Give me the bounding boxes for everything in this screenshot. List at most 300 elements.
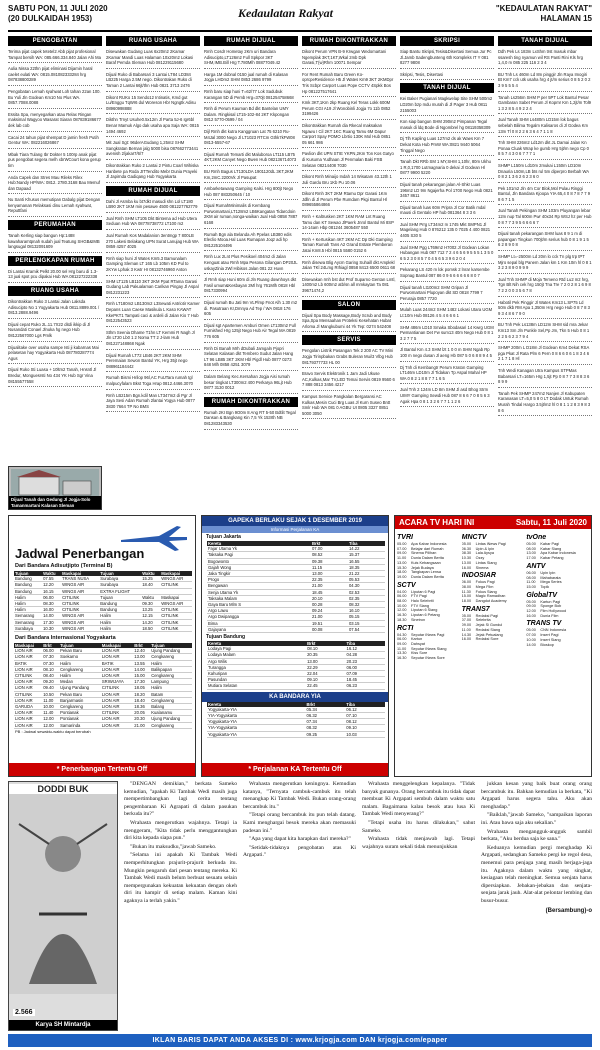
classified-ad: BU Rmh Bagus LT130LDA 1901120dL 3KT,2KM Km,2mC.2200Vk Jl Pasupat xyxy=(204,169,298,183)
table-cell: 09.10 xyxy=(345,725,385,731)
classified-ad: Disewakan Gudang Luas 6x20m2 2Kamar 2Kamar Mandi Luas Halaman 10x20m2 Lokasi Baraf Pemda Sleman Hub 081229115680 xyxy=(106,49,200,69)
program-time: 09.00 xyxy=(397,641,407,646)
comic-title: DODDI BUK xyxy=(9,784,117,794)
table-cell: 18.40 xyxy=(141,582,160,588)
classified-ad: Dijual Rumah LT72 LB46 2KT 2KM SHM Peremaian Sewon Bantul YK, Hrg 35jt nego 088961184442 xyxy=(106,353,200,373)
table-cell: Medan xyxy=(59,679,101,685)
program-time: 07.00 xyxy=(526,633,536,638)
story-column-3 xyxy=(362,781,475,852)
classified-ad: Tanah Pek SHMP 247m2 Nanjen Jl Kabupaten Karanasan LT=5,0 5 8 0 LT Dodak Untuk Rumah Murah Tindal Hargo 3.5jt/m2 hl 0 8 1 1 2 8 3 9 8 3 8 6 xyxy=(498,391,592,416)
table-cell: Yogyakarta-YIA xyxy=(207,731,306,737)
category-heading: TANAH DIJUAL xyxy=(400,83,494,93)
channel-logo: GlobalTV xyxy=(526,591,558,599)
classified-ad: Pengobatan Lemah syahwat Loh tahan 22an 100. Bu Yuli Jln Godean Km10 No Plus WA. 0857.7088.0088 xyxy=(8,89,102,109)
classified-ad: Ambarketawang Gamping Kalsi. Hrg 800jt Nego Hub 087 883250645 / 10 xyxy=(204,186,298,200)
program-time: 08.00 xyxy=(526,546,536,551)
program-title: Kabar Pagi xyxy=(540,542,560,546)
program-title: Apa Kabar Indonesia xyxy=(540,551,576,556)
program-item xyxy=(526,614,589,619)
table-cell: 07.34 xyxy=(306,719,346,725)
table-cell: 11.00 xyxy=(42,697,59,703)
program-time: 04.00 xyxy=(397,589,407,594)
classified-ad: SHM 486m LD10 Smaka Sbodasari 14 Kwrg UGM Pwmantianan Det Fw sum13 40m Nego Hub 0 8 1 3 2 7 7 5 xyxy=(400,325,494,345)
table-cell: Gaya Baru Mlm S xyxy=(207,602,311,608)
table-cell: Pekan Baru xyxy=(59,648,101,654)
channel-logo: MNCTV xyxy=(461,534,487,541)
table-cell: 22.04 xyxy=(306,671,345,677)
table-cell: Halim xyxy=(14,601,42,607)
table-cell: 15.25 xyxy=(141,576,160,582)
program-title: Lintas iNews Pagi xyxy=(475,542,506,546)
classified-ad: Dijual tanah Lt100m2 SHM Gripan Jl Purwomartani Plupoyan dkt SD 0818 7799 7 Peruraja 0857 7720 xyxy=(400,285,494,305)
channel-logo: SCTV xyxy=(397,581,416,589)
story-paragraph: Wrahasta mengerutkan wajahnya. Tetapi ia menggeram, "Kita tidak perlu menggantungkan diri kita kepada siapa pun." xyxy=(124,819,237,842)
classified-ad: SHMP L150m Ld10m 2mukai L150m LD10m Dnauria L50m,LB bts rul 5m diperpro Berbah WA 0 8 2 1 3 6 2 6 2 3 6 0 xyxy=(498,163,592,183)
story-paragraph: jukkan kesan yang baik buat orang orang bercambuk itu. Bahkan kemudian ia berkata, "Ki Argapati harus segera tahu. Aku akan menghadap." xyxy=(481,781,592,810)
table-cell: LION AIR xyxy=(101,716,133,722)
classified-ad: Habotil Pek Pinggir Jl Wates Km13 L.SP75 Ld 50m dkb RM Apa 1,350m Hrg nego Hub 0 8 7 8 3 9 3 4 8 6 7 9 0 xyxy=(498,300,592,320)
channel-logo: tvOne xyxy=(526,534,547,541)
illustration-image xyxy=(9,794,117,994)
column-header: Tujuan xyxy=(99,571,141,576)
train-title: GAPEKA BERLAKU SEJAK 1 DESEMBER 2019 xyxy=(202,516,388,526)
program-title: Dunia Film xyxy=(540,613,559,618)
classified-ad: SHMP 200m L D18m Jl Godean Km4 Dekat RSA pga Pkat Jl Rata Plm 6 Pern 0 8 6 6 0 6 1 8 3 4 6 2 1 7 1 8 Hl xyxy=(498,345,592,365)
category-heading: RUMAH DIKONTRAKKAN xyxy=(204,397,298,407)
program-title: Film Hollywood xyxy=(540,609,567,614)
table-cell: Cengkareng xyxy=(59,666,101,672)
train-table-title: Tujuan Jakarta xyxy=(206,534,241,540)
column-header: Maskapai xyxy=(160,571,192,576)
story-paragraph: Wrahasta menggelengkan kepalanya. "Tidak banyak gunanya. Orang bercambuk itu tidak dapat membuat Ki Argapati sembuh dalam waktu satu malam. Bagaimana kalau besok atau lusa Ki Tambak Wedi menyerang?" xyxy=(362,781,475,818)
classified-ad: Dikontrakkan Ruko 2 Lantai 2 Pintu Coarl Wihiska Hanbete pa Roda JITTendito Mebr Dunia Prayeki Jl Japirnda Gadiqang Hub Yogyakarta xyxy=(106,163,200,183)
classified-ad: Rumah Bismi Hrilop 96l,AC FuUTara rumah tgl malpucyfalam Bkst Toga Hrap 0812.4466.3070 xyxy=(106,375,200,389)
column-header: Kereta xyxy=(207,641,306,646)
table-cell: 14.22 xyxy=(348,546,385,552)
table-cell: 06.00 xyxy=(346,664,385,670)
table-cell: Gajah Wong xyxy=(207,564,311,570)
classified-ad: Rmh Lux 2Lnt Plus Pesikoel 404m2 di Jalan Kenguat atau Rmh Mpa Pesona Gilangan DP20JL uskayZinia 2Wl Hibisos Jalan 081 22 Huvn xyxy=(204,254,298,274)
table-cell: 17.30 xyxy=(42,619,61,625)
table-cell: Waktu xyxy=(141,594,160,600)
program-time: 13.30 xyxy=(397,651,407,656)
table-cell: Pekan Baru xyxy=(59,691,101,697)
table-cell: 00.28 xyxy=(311,602,348,608)
table-cell: 08.12 xyxy=(345,719,385,725)
classified-ad: Pengolan Listrik Pasangan Tek 2 200 AC TV Mini Jogja Tirinpbakan Grabs Buleran Mui/3 Vlbg Hub 08179377733 HL 00 xyxy=(302,348,396,368)
column-header: Brkt xyxy=(306,641,345,646)
table-cell: Argo Lawu xyxy=(207,608,311,614)
story-paragraph: "Setidak-tidaknya pengobatan atas Ki Argapati." xyxy=(243,844,356,859)
program-time: 06.30 xyxy=(461,546,472,551)
table-cell: 00.08 xyxy=(311,626,348,632)
table-cell: Cengkareng xyxy=(150,673,192,679)
column-header: Tujuan xyxy=(14,571,42,576)
column-header: Tiba xyxy=(345,702,385,707)
program-time: 09.00 xyxy=(461,623,472,628)
column-header: Waktu xyxy=(141,571,160,576)
header-publication: "KEDAULATAN RAKYAT" xyxy=(495,4,592,13)
table-cell: 09.20 xyxy=(42,679,59,685)
table-cell: BATIK xyxy=(101,660,133,666)
classified-ad: Anda Capek dan Stres Mau Rileks Rilex Hub:Nandy HP/WA: 0812. 2780.3168 Bau Memuf dan Dapaad xyxy=(8,175,102,195)
classified-ad: Aulia Nissa 22thn pijat eliminasi Dijamin haral caelet eulati WA: 0815.081082333284 hrg 087838800289 xyxy=(8,66,102,86)
table-cell: Pontianak xyxy=(59,716,101,722)
program-time: 06.00 xyxy=(397,637,407,642)
table-cell: LION AIR xyxy=(101,666,133,672)
table-cell: 03.15 xyxy=(348,620,385,626)
train-table-jakarta xyxy=(207,541,385,633)
to-be-continued: (Bersambung)-o xyxy=(545,907,592,914)
story-paragraph: Wrahasta mengerutkan keningnya. Kemudian katanya, "Ternyata cambuk-cambuk itu telah menangkap Ki Tambak Wedi. Bukan orang-orang bercambuk itu." xyxy=(243,781,356,810)
table-cell: 08.32 xyxy=(348,602,385,608)
table-cell: CITILINK xyxy=(160,625,192,631)
classified-ad: Dahi Jl Asmba ku bt7dkt masudi shn Lol LT180 LB90 2KT 1KM min pesawe 4500 081227762779 xyxy=(106,199,200,213)
table-cell: 18.45 xyxy=(311,589,348,595)
table-cell: 05.53 xyxy=(348,577,385,583)
table-cell: 08.10 xyxy=(42,666,59,672)
table-cell: 10.50 xyxy=(42,691,59,697)
program-title: Jejak Si Gundul xyxy=(475,623,503,628)
table-cell: 15.37 xyxy=(348,552,385,558)
story-paragraph: "Tetapi usaha itu harus dilakukan," sahut Sameko. xyxy=(362,819,475,834)
program-title: Kuis Kebangsaan xyxy=(411,560,441,565)
table-cell: 05.15 xyxy=(348,614,385,620)
classified-ad: Dijual Spa Body Massage,Body Scrub and Body Spa,Spa Mensaahan Proteksi Kesehatan Hubat Arloma Jl Mangkubumi 44 Yk Tep: 0274 542408 xyxy=(302,313,396,333)
category-heading: SALON xyxy=(302,300,396,310)
table-cell: SRIWIJAYA xyxy=(101,679,133,685)
table-cell: WINGS AIR xyxy=(160,601,192,607)
tv-header xyxy=(395,516,591,529)
table-cell: LION AIR xyxy=(101,722,133,728)
program-time: 06.00 xyxy=(526,570,536,575)
classified-ad: Kon siap bangun SHM 290m2 Pimpanan Tegal masuk di ldq Bode di Ngombrel hg 08119358309 xyxy=(400,119,494,133)
table-cell: 07.55 xyxy=(42,576,61,582)
category-heading: RUANG USAHA xyxy=(8,286,102,296)
table-cell: Semarang xyxy=(14,619,42,625)
table-row xyxy=(14,722,192,728)
table-cell: YIA-Yogyakarta xyxy=(207,725,306,731)
table-cell: Halim xyxy=(99,625,141,631)
program-title: Selebrita xyxy=(475,618,491,623)
classified-ad: Rmh siap huni Jl Wates Km5.3 Bamunalam Gamping Sleman LT 165 Lb 105m KD Pul to 2KYw Lphak 3 Kwtr Hr 08132746960 Anton xyxy=(106,256,200,276)
table-cell: 12.20 xyxy=(42,582,61,588)
program-title: Seputar iNews Sore xyxy=(411,656,445,661)
table-cell: WINGS AIR xyxy=(160,576,192,582)
table-cell: Semarang xyxy=(14,613,42,619)
program-time: 18.00 xyxy=(397,570,407,575)
category-heading: TANAH DIJUAL xyxy=(498,36,592,46)
classified-ad: Kei Baker Pugianari Magkwelap Site SHM 500m2 LD20m bzp mdu murah di Jl Pager 3 Hub 0811 2155003 xyxy=(400,96,494,116)
comic-illustration xyxy=(8,781,118,1031)
classified-ad: Essita Spa, menyegarkan atau Relax Ringan maksimal Wagyoo Wasarat Siaran 087839186677 dek lab cob xyxy=(8,112,102,132)
program-time: 04.30 xyxy=(397,632,407,637)
train-table2-title: Tujuan Bandung xyxy=(206,634,246,641)
table-cell: 14.20 xyxy=(141,619,160,625)
classified-column-6-7 xyxy=(498,36,592,512)
classified-ad: Kampus Service Pangkalan Bergaransi AC Kulkas,Mesin Cuci Brg Luas Jl Kurn Suseo Bntt Smlr Hub WA 081 0 AGBU UI 0805 3327 0851 5000 3050 xyxy=(302,394,396,419)
classified-ad: SHMP Lt=-2500m Ld 20m lo cck Tn plg trp tPT Mjro sepal blg Panem Jalan km 1 Km 10m hl 0 8 1 3 2 3 8 9 0 9 9 9 xyxy=(498,254,592,274)
column-header: Maskapai xyxy=(101,643,133,648)
table-cell: 18.36 xyxy=(133,704,150,710)
classified-ad: Rmh baru siap huni T=62/77 Lok Sadubuk Karangan 5D di Pemb Hrg=370jt 081254758668 xyxy=(204,89,298,103)
table-cell: Argo Dwipangga xyxy=(207,614,311,620)
masthead-logo: Kedaulatan Rakyat xyxy=(238,6,334,20)
table-cell: 12.00 xyxy=(42,716,59,722)
table-cell: CITILINK xyxy=(160,619,192,625)
table-cell: 12.40 xyxy=(133,648,150,654)
table-cell: YIA-Yogyakarta xyxy=(207,713,306,719)
column-header: Kereta xyxy=(207,702,306,707)
table-cell: GARUDA xyxy=(14,704,42,710)
classified-ad: Mit Jual Sgt: 96derAGudang 1,25m2 SHM Sangkratan Bernan jalg 5000 bisa 087662773441 avenish 2/jakar7/6/7 xyxy=(106,140,200,160)
table-cell: 22.29 xyxy=(306,664,345,670)
table-cell: Pontianak xyxy=(59,710,101,716)
classified-ad: Dijl Rmh dkt kutra Kanggruan Lat 75 6210 Ru-M4Jal 3000 Nego Jl LT1023 RTCm Gthk7kFW08 0813-5557-67 xyxy=(204,129,298,149)
story-paragraph: Keduanya kemudian pergi menghadap Ki Argapati, sedangkan Sameko pergi ke regol desa, menemui para penjaga yang masih berjaga-jaga itu. Agaknya dalam waktu yang singkat, kesiagaan telah meningkat. Semua senjata harus dipersiapkan. Jebakan-jebakan dan senjata-senjata jarak jauh. Alat-alat pelontar lembing dan busur-busur. xyxy=(481,844,592,904)
classified-ad: Dj Tnh di Kembangtr Perum Kraton Gamping LT146m LD10m Jl Tidakan Tp Aspal Mahal HP WA 0 8 2 1 8 8 7 7 1 6 5 xyxy=(400,365,494,385)
table-cell: Bandung xyxy=(99,607,141,613)
table-cell: CITILINK xyxy=(61,607,99,613)
table-cell: 18.50 xyxy=(141,625,160,631)
channel-logo: TRANS TV xyxy=(526,620,562,628)
program-title: Upin Ipin xyxy=(540,570,556,575)
program-time: 05.00 xyxy=(526,542,536,546)
story-paragraph: "DENGAN demikian," berkata Sameko kemudian, "apakah Ki Tambak Wedi masih juga mempertimbangkan lagi cerita tentang pengembaraan Ki Agrapati di dalam pasukan berkuda itu?" xyxy=(124,781,237,818)
program-time: 05.00 xyxy=(526,628,536,633)
table-cell: Yogyakarta-YIA xyxy=(207,707,306,713)
program-title: Bioskop xyxy=(540,642,554,647)
program-time: 08.30 xyxy=(461,551,472,556)
classified-ad: BU Tnh Pek Ls138m LD12m SHM sid mra Jekar Km13 Sm Jln Punkle Sel,Pp Jm, Tkn 5 Hub 0 8 1 2 2 5 6 2 3 7 9 4 xyxy=(498,322,592,342)
table-cell: LION AIR xyxy=(14,710,42,716)
classified-ad: Tanah Ls256m SHM P per 5PT Lok Bantul Pesar Gambaran Sabet Perum Jl Kopmr Km 1,2jt/m Tol9 1 3 2 8 5 4 9 2 2 4 xyxy=(498,95,592,115)
table-cell: CITILINK xyxy=(101,685,133,691)
table-cell: Bandung xyxy=(14,588,42,594)
tv-column-2 xyxy=(462,532,525,774)
classified-ad: BU Tnh Ls 460m Ld 8m pinggir Jln Raya Imogiri Bt Km7 cck utk usaha hrg 4 jt/m serius 0 8 5 2 0 2 3 9 5 5 5 4 xyxy=(498,72,592,92)
channel-logo: ANTV xyxy=(526,562,546,570)
classified-ad: Tnh SHM 226m2 Ld12m dkt JL Damai Jalan Kn Ponaa Cluak Wrap ke gumb Hrg 5jt/m nego Cp 0 8 5 7 4 3 0 6 7 7 7 1 xyxy=(498,140,592,160)
table-cell: 06.00 xyxy=(42,648,59,654)
program-title: Mega Film xyxy=(475,584,494,589)
program-time: 06.00 xyxy=(461,580,472,585)
table-cell: Halim xyxy=(14,594,42,600)
table-cell: LION AIR xyxy=(14,722,42,728)
tv-column-3 xyxy=(526,532,589,774)
column-header: Tujuan xyxy=(150,643,192,648)
table-cell: 10.00 xyxy=(42,704,59,710)
table-cell: LION AIR xyxy=(101,648,133,654)
table-cell: CITILINK xyxy=(160,607,192,613)
table-cell: Yogyakarta-YIA xyxy=(207,719,306,725)
tv-title: ACARA TV HARI INI xyxy=(399,518,475,527)
classified-ad: Nu Santi Khusus memutipan Dabalg pijat Dengan kenyamanan Relaksasi dinu Lemah syahwat, Reputtfani xyxy=(8,197,102,217)
category-heading: RUMAH DIKONTRAKKAN xyxy=(302,36,396,46)
classified-ad: Jual Tnh SHMP di Moja Temeno Rtd Lu2 m2 hrg, Tgn Blt Nih cek hrg 150jt Tna Tre 7 2 0 2 8 1 6 9 8 7 2 2 0 0 3 5 6 7 8 xyxy=(498,277,592,297)
program-title: Liputan 6 Pagi xyxy=(411,589,436,594)
table-cell: CITILINK xyxy=(61,601,99,607)
program-title: Seputar iNews Siang xyxy=(411,646,447,651)
table-cell: 05.34 xyxy=(306,707,346,713)
tv-grid xyxy=(397,532,589,774)
classified-ad: Dikont RUKo 15 Sendo12 Intinatis, Kmd gut Lu/Enggu TqWr6 dul Woreson Hbr Ngngtk Adisu 08960998888 xyxy=(106,95,200,115)
table-cell: TRANS NUSA xyxy=(61,576,99,582)
flight-schedule-title: Jadwal Penerbangan xyxy=(15,546,145,561)
story-paragraph: "Apa yang dapat kita harapkan dari mereka?" xyxy=(249,836,351,843)
bottom-banner: IKLAN BARIS DAPAT ANDA AKSES DI : www.krjogja.com DAN krjogja.com/epaper xyxy=(8,1034,592,1047)
column-header: Tujuan xyxy=(59,643,101,648)
table-cell: Bima xyxy=(207,620,311,626)
classified-ad: Terima pijat capek tetetel2 Abb pijat profesional Tampat bersih WA: 085.666.334.840 Jalan Ahi Ma xyxy=(8,49,102,63)
table-cell: Halim xyxy=(59,673,101,679)
table-cell: WINGS AIR xyxy=(61,582,99,588)
train-schedule xyxy=(201,515,389,777)
table-row xyxy=(207,731,385,737)
program-time: 09.00 xyxy=(397,551,407,556)
program-time: 11.00 xyxy=(397,556,407,561)
program-title: Lintas Siang xyxy=(475,560,497,565)
table-cell: 21.00 xyxy=(133,722,150,728)
classified-column-2 xyxy=(106,36,200,512)
table-cell: Fajar Utama Yk xyxy=(207,546,311,552)
classified-ad: Rmh disewa Blig Aycm Garing Suhaill dkt Amplekl Jalan TKl 24Lmg RIhiagl 0858 8413 6500 0611 68 xyxy=(302,260,396,274)
program-title: Jejak Petualang xyxy=(475,632,503,637)
program-item xyxy=(526,643,589,648)
category-heading: RUMAH DIJUAL xyxy=(106,186,200,196)
table-cell: CITILINK xyxy=(14,673,42,679)
program-title: Halo Selebriti xyxy=(411,599,434,604)
classified-ad: Dikont Rmh 3KT 2KM Rtamu Dpr Garasi 1Km Jdlln di Jl Perum Pbe Rumdam Pkgi Bantul Hl 089655864866 xyxy=(302,191,396,211)
table-cell: Turangga xyxy=(207,664,306,670)
table-row xyxy=(207,683,385,689)
program-title: Fokus Pagi xyxy=(475,580,495,585)
program-time: 12.00 xyxy=(397,608,407,613)
table-cell: Halim xyxy=(99,619,141,625)
table-cell: Cengkareng xyxy=(150,654,192,660)
table-cell: 20.35 xyxy=(306,652,345,658)
classified-ad: Siap Bantu Skripsi,Tesis&Disertasi Semua Jur Pc Jl.Jamb Sadengbunteng 6th Kompleks IT Y 081 8277 9808 xyxy=(400,49,494,69)
table-cell: 02.53 xyxy=(348,589,385,595)
classified-ad: Dijual Ruko Sti Luasa + 10ltm2 Tanah, Hnsntl Jl Bredur, Monguesrsti No 434 YK Hub Sgr Vina 08155577558 xyxy=(8,367,102,387)
flight-sub-yia: Dari Bandara Internasional Yogyakarta xyxy=(15,635,116,642)
table-cell: Maskapai xyxy=(160,594,192,600)
table-cell: 08.40 xyxy=(42,673,59,679)
table-cell: Surabaya xyxy=(99,576,141,582)
table-cell: 10.30 xyxy=(42,625,61,631)
table-cell: 07.10 xyxy=(345,713,385,719)
table-cell: Surabaya xyxy=(14,625,42,631)
program-time: 05.00 xyxy=(397,542,407,546)
table-cell: Soekarno xyxy=(59,654,101,660)
story-paragraph: Wrahasta mengangguk-angguk sambil berkata, "Aku berdua saja ke sana." xyxy=(481,828,592,843)
table-cell: LION AIR xyxy=(14,666,42,672)
table-cell: 07.09 xyxy=(346,671,385,677)
table-cell: CITILINK xyxy=(14,691,42,697)
flight-note: PB : Jadwal sewaktu-waktu dapat berubah xyxy=(15,728,91,734)
classified-ad: Mbak Tiara Tulang Ibr Dokter 5 100rp anak pijat pus pengobat segera melh xbrWCourt kona gerup tim xyxy=(8,152,102,172)
table-cell: 22.35 xyxy=(311,577,348,583)
channel-logo: RCTI xyxy=(397,624,414,632)
table-cell: Bogowonto xyxy=(207,558,311,564)
classifieds-section xyxy=(8,36,592,512)
column-header: Tiba xyxy=(348,541,385,546)
table-cell: LION AIR xyxy=(101,697,133,703)
train-subtitle: Informasi Perjalanan KA xyxy=(202,526,388,533)
program-time: 08.00 xyxy=(397,599,407,604)
table-cell: Argo Wilis xyxy=(207,658,306,664)
property-photo-caption: Dijual Tanah dan Gedung Jl Jogja-Solo Tamanmartani Kalasan Sleman xyxy=(9,496,101,509)
table-cell: Bengawan xyxy=(207,583,311,589)
classified-ad: Dijual Ruko di Babarsari 3 Lantai LT84 LD384 LB225 Harga 2.5M nego. Dikontrakan Ruko di Taman 2 Lantai 66jt/thn Hub 0821 3713 2476 xyxy=(106,72,200,92)
story-column-1 xyxy=(124,781,237,907)
column-header: Maskapai xyxy=(61,571,99,576)
column-header: Waktu xyxy=(42,571,61,576)
program-time: 11.00 xyxy=(397,646,407,651)
classified-ad: Dalam Belang Kec.Kersahan Jogja Aisi rumah besar tingkat LT300m2 400 Perkarya 96Ljt Hub 0877 3130 0012 xyxy=(204,374,298,394)
classified-ad: Dikthn Trnyt Usuhe0.5x12m Jl Parta 5J-6 Igr6bl Benar Mamuk Algo dak usaha apa Saja WA: 0815 1494 4692 xyxy=(106,117,200,137)
program-title: Tangkapan Lensa xyxy=(411,570,441,575)
header-page-number: HALAMAN 15 xyxy=(540,14,592,23)
program-time: 05.00 xyxy=(526,599,536,604)
table-cell: Ujung Pandang xyxy=(59,685,101,691)
table-cell: CITILINK xyxy=(61,594,99,600)
classified-ad: Dijual cepat Ruko 2L.11.7X22 ditdi ikkip di Jl Nusandati Conael Jlnuka hg nego Hub 08122567000 Lgs Pmlk xyxy=(8,322,102,342)
episode-number: 2.566 xyxy=(15,1009,33,1016)
table-cell: Taksaka Pagi xyxy=(207,552,311,558)
table-cell: LION AIR xyxy=(14,685,42,691)
program-title: Redaksi Sore xyxy=(475,637,499,642)
table-cell: 21.00 xyxy=(311,583,348,589)
program-title: Kiss Sore xyxy=(411,651,428,656)
classified-ad: Dikont Perum VPN B-9 Krwgan Wedomartani Ngemplak 3KT,1KT,Wkal 2mb Dpk Garasi,T(w)Rhm 10071 Sempar xyxy=(302,49,396,69)
program-title: Lala Aysya xyxy=(475,551,494,556)
classified-ad: Dikont Rmh Minaijo Indah 14 Wisatam 43.12th 1 Juli Gardu Bru 1Kb Pu 10.06 xyxy=(302,174,396,188)
table-cell: 11.40 xyxy=(42,710,59,716)
column-header: Kereta xyxy=(207,541,311,546)
table-cell: 08.30 xyxy=(42,601,61,607)
channel-logo: TRANS7 xyxy=(461,605,490,613)
program-title: Dangdut Academy xyxy=(475,599,507,604)
table-cell: 04.28 xyxy=(346,652,385,658)
table-cell: WINGS AIR xyxy=(61,619,99,625)
classified-ad: Jual Rmh SHM LT105 Dkt Bintema ad Hub Utera Seduan Hub WA 08778738772 LT100 m2 xyxy=(106,216,200,230)
program-time: 11.00 xyxy=(461,627,471,632)
table-cell: Balang xyxy=(150,704,192,710)
table-cell: 02.35 xyxy=(348,595,385,601)
category-heading: PENGOBATAN xyxy=(8,36,102,46)
program-title: Mahabarata xyxy=(540,575,561,580)
header-rule xyxy=(8,30,592,32)
table-cell: Samarinda xyxy=(59,722,101,728)
table-cell: 18.20 xyxy=(133,691,150,697)
channel-logo: TVRI xyxy=(397,534,413,541)
table-cell: LION AIR xyxy=(14,679,42,685)
table-cell: 18.45 xyxy=(346,677,385,683)
table-cell: CITILINK xyxy=(101,710,133,716)
classified-column-5 xyxy=(400,36,494,512)
table-cell: Taksaka Malam xyxy=(207,595,311,601)
classified-ad: Pekarang LS 420 m lok pomsk 2 lnrar karsembe Sopnag Bantul 087 86 0 9 6 6 6 6 6 6 8 0 7 xyxy=(400,267,494,281)
classified-ad: Jual Tanah Pekingan SHM 103m Pluyangan lebar 12m nup Tal 600m Pwr 40x34 Rp WSJ hz per Hub 0 8 7 7 3 9 5 6 6 6 6 7 xyxy=(498,208,592,228)
program-time: 10.00 xyxy=(397,603,407,608)
column-header: Brkt xyxy=(133,643,150,648)
classified-column-3 xyxy=(204,36,298,512)
table-cell: 04.30 xyxy=(348,583,385,589)
column-header: Brkt xyxy=(306,702,346,707)
program-item xyxy=(397,575,460,580)
program-title: CNN Indonesia xyxy=(540,628,567,633)
